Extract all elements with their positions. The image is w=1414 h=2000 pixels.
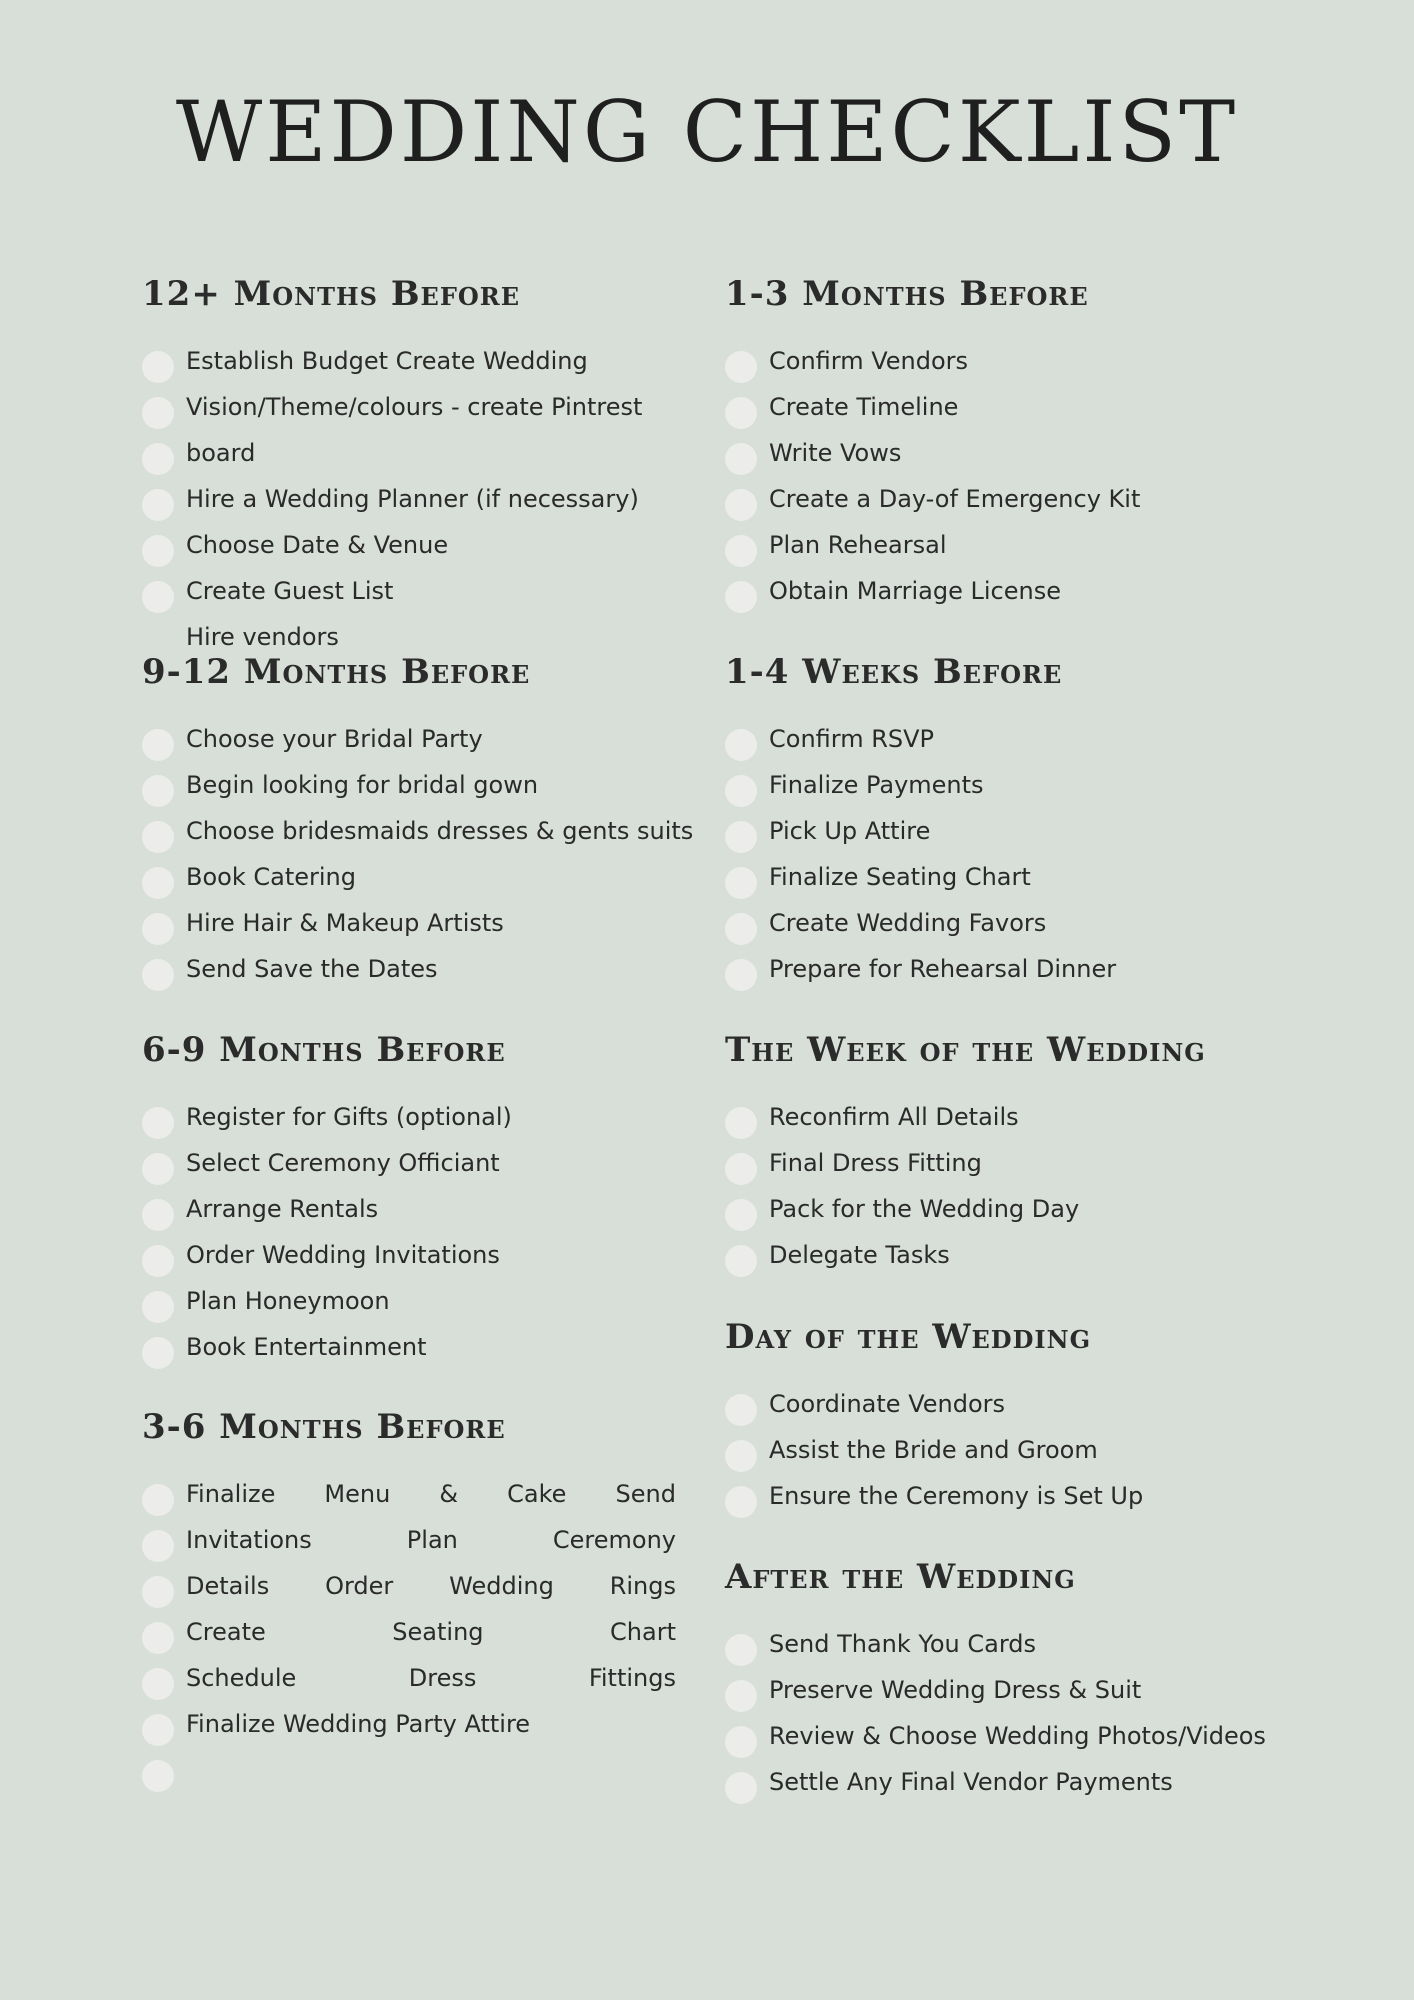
checklist-item[interactable]	[142, 1286, 390, 1332]
word: &	[439, 1480, 459, 1508]
item-label: board	[186, 439, 256, 467]
checklist-item[interactable]	[725, 1240, 950, 1286]
checklist-item[interactable]	[725, 438, 901, 484]
checklist-item[interactable]	[142, 1148, 500, 1194]
section-1-4-weeks-before	[725, 652, 1117, 983]
word: Chart	[610, 1618, 676, 1646]
checkbox[interactable]	[725, 729, 757, 761]
section-title: 12+ Months Before	[142, 274, 521, 314]
item-label: Order Wedding Invitations	[186, 1241, 500, 1269]
section-title: 1-3 Months Before	[725, 274, 1089, 314]
word: Plan	[406, 1526, 458, 1554]
item-label: Create Guest List	[186, 577, 394, 605]
word: Fittings	[588, 1664, 676, 1692]
section-title: Day of the Wedding	[725, 1317, 1092, 1357]
word: Order	[325, 1572, 394, 1600]
checkbox[interactable]	[142, 729, 174, 761]
checklist-item[interactable]	[725, 1721, 1266, 1767]
word: Finalize	[186, 1480, 276, 1508]
text-line	[186, 1479, 676, 1525]
word: Ceremony	[552, 1526, 676, 1554]
word: Menu	[324, 1480, 391, 1508]
checkbox[interactable]	[725, 1486, 757, 1518]
checklist-item[interactable]	[142, 724, 483, 770]
section-9-12-months-before	[142, 652, 694, 983]
checklist-item[interactable]	[142, 392, 642, 438]
item-label: Confirm RSVP	[769, 725, 935, 753]
checkbox[interactable]	[142, 1709, 174, 1755]
checkbox[interactable]	[725, 397, 757, 429]
item-label: Hire Hair & Makeup Artists	[186, 909, 504, 937]
item-label: Book Entertainment	[186, 1333, 427, 1361]
checkbox[interactable]	[725, 867, 757, 899]
checkbox[interactable]	[142, 1291, 174, 1323]
checkbox[interactable]	[142, 913, 174, 945]
item-label: Create Timeline	[769, 393, 959, 421]
checklist-item[interactable]	[725, 862, 1031, 908]
checkbox-circle[interactable]	[142, 1714, 174, 1746]
checkbox[interactable]	[142, 397, 174, 429]
item-label: Plan Rehearsal	[769, 531, 947, 559]
checklist-item[interactable]	[142, 576, 393, 622]
word: Send	[615, 1480, 676, 1508]
checklist-item[interactable]	[142, 908, 504, 954]
checkbox[interactable]	[142, 959, 174, 991]
item-label: Hire a Wedding Planner (if necessary)	[186, 485, 639, 513]
text-line	[186, 1709, 676, 1755]
section-title: 3-6 Months Before	[142, 1407, 506, 1447]
item-label: Vision/Theme/colours - create Pintrest	[186, 393, 643, 421]
item-label: Review & Choose Wedding Photos/Videos	[769, 1722, 1266, 1750]
checklist-item[interactable]	[725, 1148, 982, 1194]
checkbox[interactable]	[725, 775, 757, 807]
checklist-item[interactable]	[725, 530, 946, 576]
word: Rings	[609, 1572, 676, 1600]
checkbox-circle[interactable]	[142, 1530, 174, 1562]
checkbox-circle[interactable]	[142, 1622, 174, 1654]
item-label: Preserve Wedding Dress & Suit	[769, 1676, 1142, 1704]
checkbox[interactable]	[142, 535, 174, 567]
checkbox[interactable]	[725, 351, 757, 383]
word: Wedding	[449, 1572, 554, 1600]
item-label: Choose Date & Venue	[186, 531, 449, 559]
checkbox[interactable]	[725, 1772, 757, 1804]
text-line	[186, 1663, 676, 1709]
checklist-item[interactable]	[725, 770, 984, 816]
section-day-of-wedding	[725, 1317, 1144, 1510]
checkbox[interactable]	[142, 489, 174, 521]
checkbox[interactable]	[142, 867, 174, 899]
checklist-item[interactable]	[725, 1389, 1005, 1435]
item-label: Send Save the Dates	[186, 955, 438, 983]
checkbox-circle[interactable]	[142, 1760, 174, 1792]
checklist-item[interactable]	[142, 1194, 378, 1240]
section-6-9-months-before	[142, 1030, 512, 1361]
section-title: The Week of the Wedding	[725, 1030, 1206, 1070]
checklist-item[interactable]	[142, 530, 448, 576]
item-label: Settle Any Final Vendor Payments	[769, 1768, 1173, 1796]
item-label: Plan Honeymoon	[186, 1287, 390, 1315]
item-label: Confirm Vendors	[769, 347, 969, 375]
checklist-item[interactable]	[142, 346, 588, 392]
item-label: Create Wedding Favors	[769, 909, 1047, 937]
checklist-item[interactable]	[725, 346, 968, 392]
checklist-item[interactable]	[725, 908, 1046, 954]
item-label: Obtain Marriage License	[769, 577, 1061, 605]
item-label: Finalize Payments	[769, 771, 984, 799]
checklist-item[interactable]	[725, 1481, 1143, 1527]
section-title: 1-4 Weeks Before	[725, 652, 1063, 692]
checklist-item[interactable]	[142, 1240, 500, 1286]
section-title: 9-12 Months Before	[142, 652, 531, 692]
checkbox[interactable]	[725, 1107, 757, 1139]
checkbox[interactable]	[725, 443, 757, 475]
checklist-item[interactable]	[725, 1675, 1141, 1721]
page-title: WEDDING CHECKLIST	[175, 83, 1239, 181]
checkbox[interactable]	[142, 443, 174, 475]
line-text: Finalize Wedding Party Attire	[186, 1710, 531, 1738]
item-label: Ensure the Ceremony is Set Up	[769, 1482, 1144, 1510]
item-label: Send Thank You Cards	[769, 1630, 1037, 1658]
item-label-overflow: Hire vendors	[186, 623, 339, 651]
checkbox[interactable]	[142, 1337, 174, 1369]
section-1-3-months-before	[725, 274, 1141, 605]
checklist-item[interactable]	[142, 770, 538, 816]
checklist-item[interactable]	[142, 862, 356, 908]
checkbox[interactable]	[725, 489, 757, 521]
word: Create	[186, 1618, 266, 1646]
checkbox[interactable]	[725, 535, 757, 567]
checkbox[interactable]	[142, 1199, 174, 1231]
checklist-item[interactable]	[725, 1435, 1098, 1481]
section-title: After the Wedding	[725, 1557, 1076, 1597]
item-label: Final Dress Fitting	[769, 1149, 982, 1177]
checklist-item[interactable]	[142, 484, 639, 530]
checklist-item[interactable]	[725, 1629, 1036, 1675]
checkbox[interactable]	[142, 1245, 174, 1277]
item-label: Reconfirm All Details	[769, 1103, 1019, 1131]
word: Cake	[507, 1480, 567, 1508]
checkbox[interactable]	[725, 1440, 757, 1472]
checkbox-circle[interactable]	[142, 1576, 174, 1608]
checkbox[interactable]	[142, 1107, 174, 1139]
item-label: Book Catering	[186, 863, 356, 891]
item-label: Establish Budget Create Wedding	[186, 347, 588, 375]
checkbox-circle[interactable]	[142, 1668, 174, 1700]
word: Details	[186, 1572, 270, 1600]
word: Seating	[392, 1618, 484, 1646]
word: Invitations	[186, 1526, 312, 1554]
checklist-item[interactable]	[142, 1102, 512, 1148]
checkbox[interactable]	[725, 1394, 757, 1426]
item-label: Finalize Seating Chart	[769, 863, 1031, 891]
checkbox[interactable]	[725, 821, 757, 853]
section-3-6-months-before	[142, 1407, 676, 1738]
text-line	[186, 1571, 676, 1617]
section-12-months-before	[142, 274, 643, 651]
item-label: Arrange Rentals	[186, 1195, 379, 1223]
item-label: Select Ceremony Officiant	[186, 1149, 500, 1177]
checkbox[interactable]	[142, 581, 174, 613]
checklist-item[interactable]	[142, 954, 438, 1000]
item-label: Delegate Tasks	[769, 1241, 950, 1269]
checklist-item[interactable]	[142, 438, 255, 484]
item-label: Prepare for Rehearsal Dinner	[769, 955, 1117, 983]
checkbox[interactable]	[142, 1479, 174, 1525]
checkbox[interactable]	[725, 1726, 757, 1758]
checkbox[interactable]	[725, 1245, 757, 1277]
item-label: Pick Up Attire	[769, 817, 931, 845]
checklist-item[interactable]	[725, 954, 1116, 1000]
checklist-item[interactable]	[725, 724, 934, 770]
section-after-wedding	[725, 1557, 1266, 1796]
checkbox[interactable]	[142, 1153, 174, 1185]
word: Dress	[408, 1664, 477, 1692]
item-label: Create a Day-of Emergency Kit	[769, 485, 1141, 513]
text-line	[186, 1525, 676, 1571]
checklist-item[interactable]	[725, 392, 958, 438]
item-label: Coordinate Vendors	[769, 1390, 1006, 1418]
checkbox[interactable]	[142, 775, 174, 807]
checkbox[interactable]	[725, 1199, 757, 1231]
checkbox[interactable]	[725, 581, 757, 613]
item-label: Choose your Bridal Party	[186, 725, 483, 753]
checklist-item[interactable]	[725, 484, 1140, 530]
section-week-of-wedding	[725, 1030, 1206, 1269]
checklist-item[interactable]	[725, 576, 1061, 622]
item-label: Write Vows	[769, 439, 902, 467]
checkbox[interactable]	[142, 351, 174, 383]
section-title: 6-9 Months Before	[142, 1030, 506, 1070]
item-label: Register for Gifts (optional)	[186, 1103, 512, 1131]
checkbox[interactable]	[142, 821, 174, 853]
checklist-item[interactable]	[725, 1194, 1079, 1240]
checkbox[interactable]	[725, 1680, 757, 1712]
checklist-item[interactable]	[725, 1767, 1173, 1813]
checkbox[interactable]	[142, 1663, 174, 1709]
item-label: Pack for the Wedding Day	[769, 1195, 1080, 1223]
checklist-item[interactable]	[142, 816, 693, 862]
checkbox[interactable]	[142, 1571, 174, 1617]
word: Schedule	[186, 1664, 297, 1692]
item-label: Assist the Bride and Groom	[769, 1436, 1098, 1464]
checkbox[interactable]	[142, 1755, 174, 1801]
checkbox[interactable]	[725, 1153, 757, 1185]
checkbox[interactable]	[142, 1617, 174, 1663]
item-label: Choose bridesmaids dresses & gents suits	[186, 817, 694, 845]
checkbox[interactable]	[725, 913, 757, 945]
checkbox[interactable]	[725, 959, 757, 991]
checklist-item[interactable]	[725, 1102, 1019, 1148]
checklist-item[interactable]	[725, 816, 930, 862]
text-line	[186, 1617, 676, 1663]
justified-text-block	[186, 1479, 676, 1755]
checklist-item[interactable]	[142, 1332, 427, 1378]
item-label: Begin looking for bridal gown	[186, 771, 539, 799]
checkbox[interactable]	[725, 1634, 757, 1666]
checkbox-circle[interactable]	[142, 1484, 174, 1516]
checkbox[interactable]	[142, 1525, 174, 1571]
